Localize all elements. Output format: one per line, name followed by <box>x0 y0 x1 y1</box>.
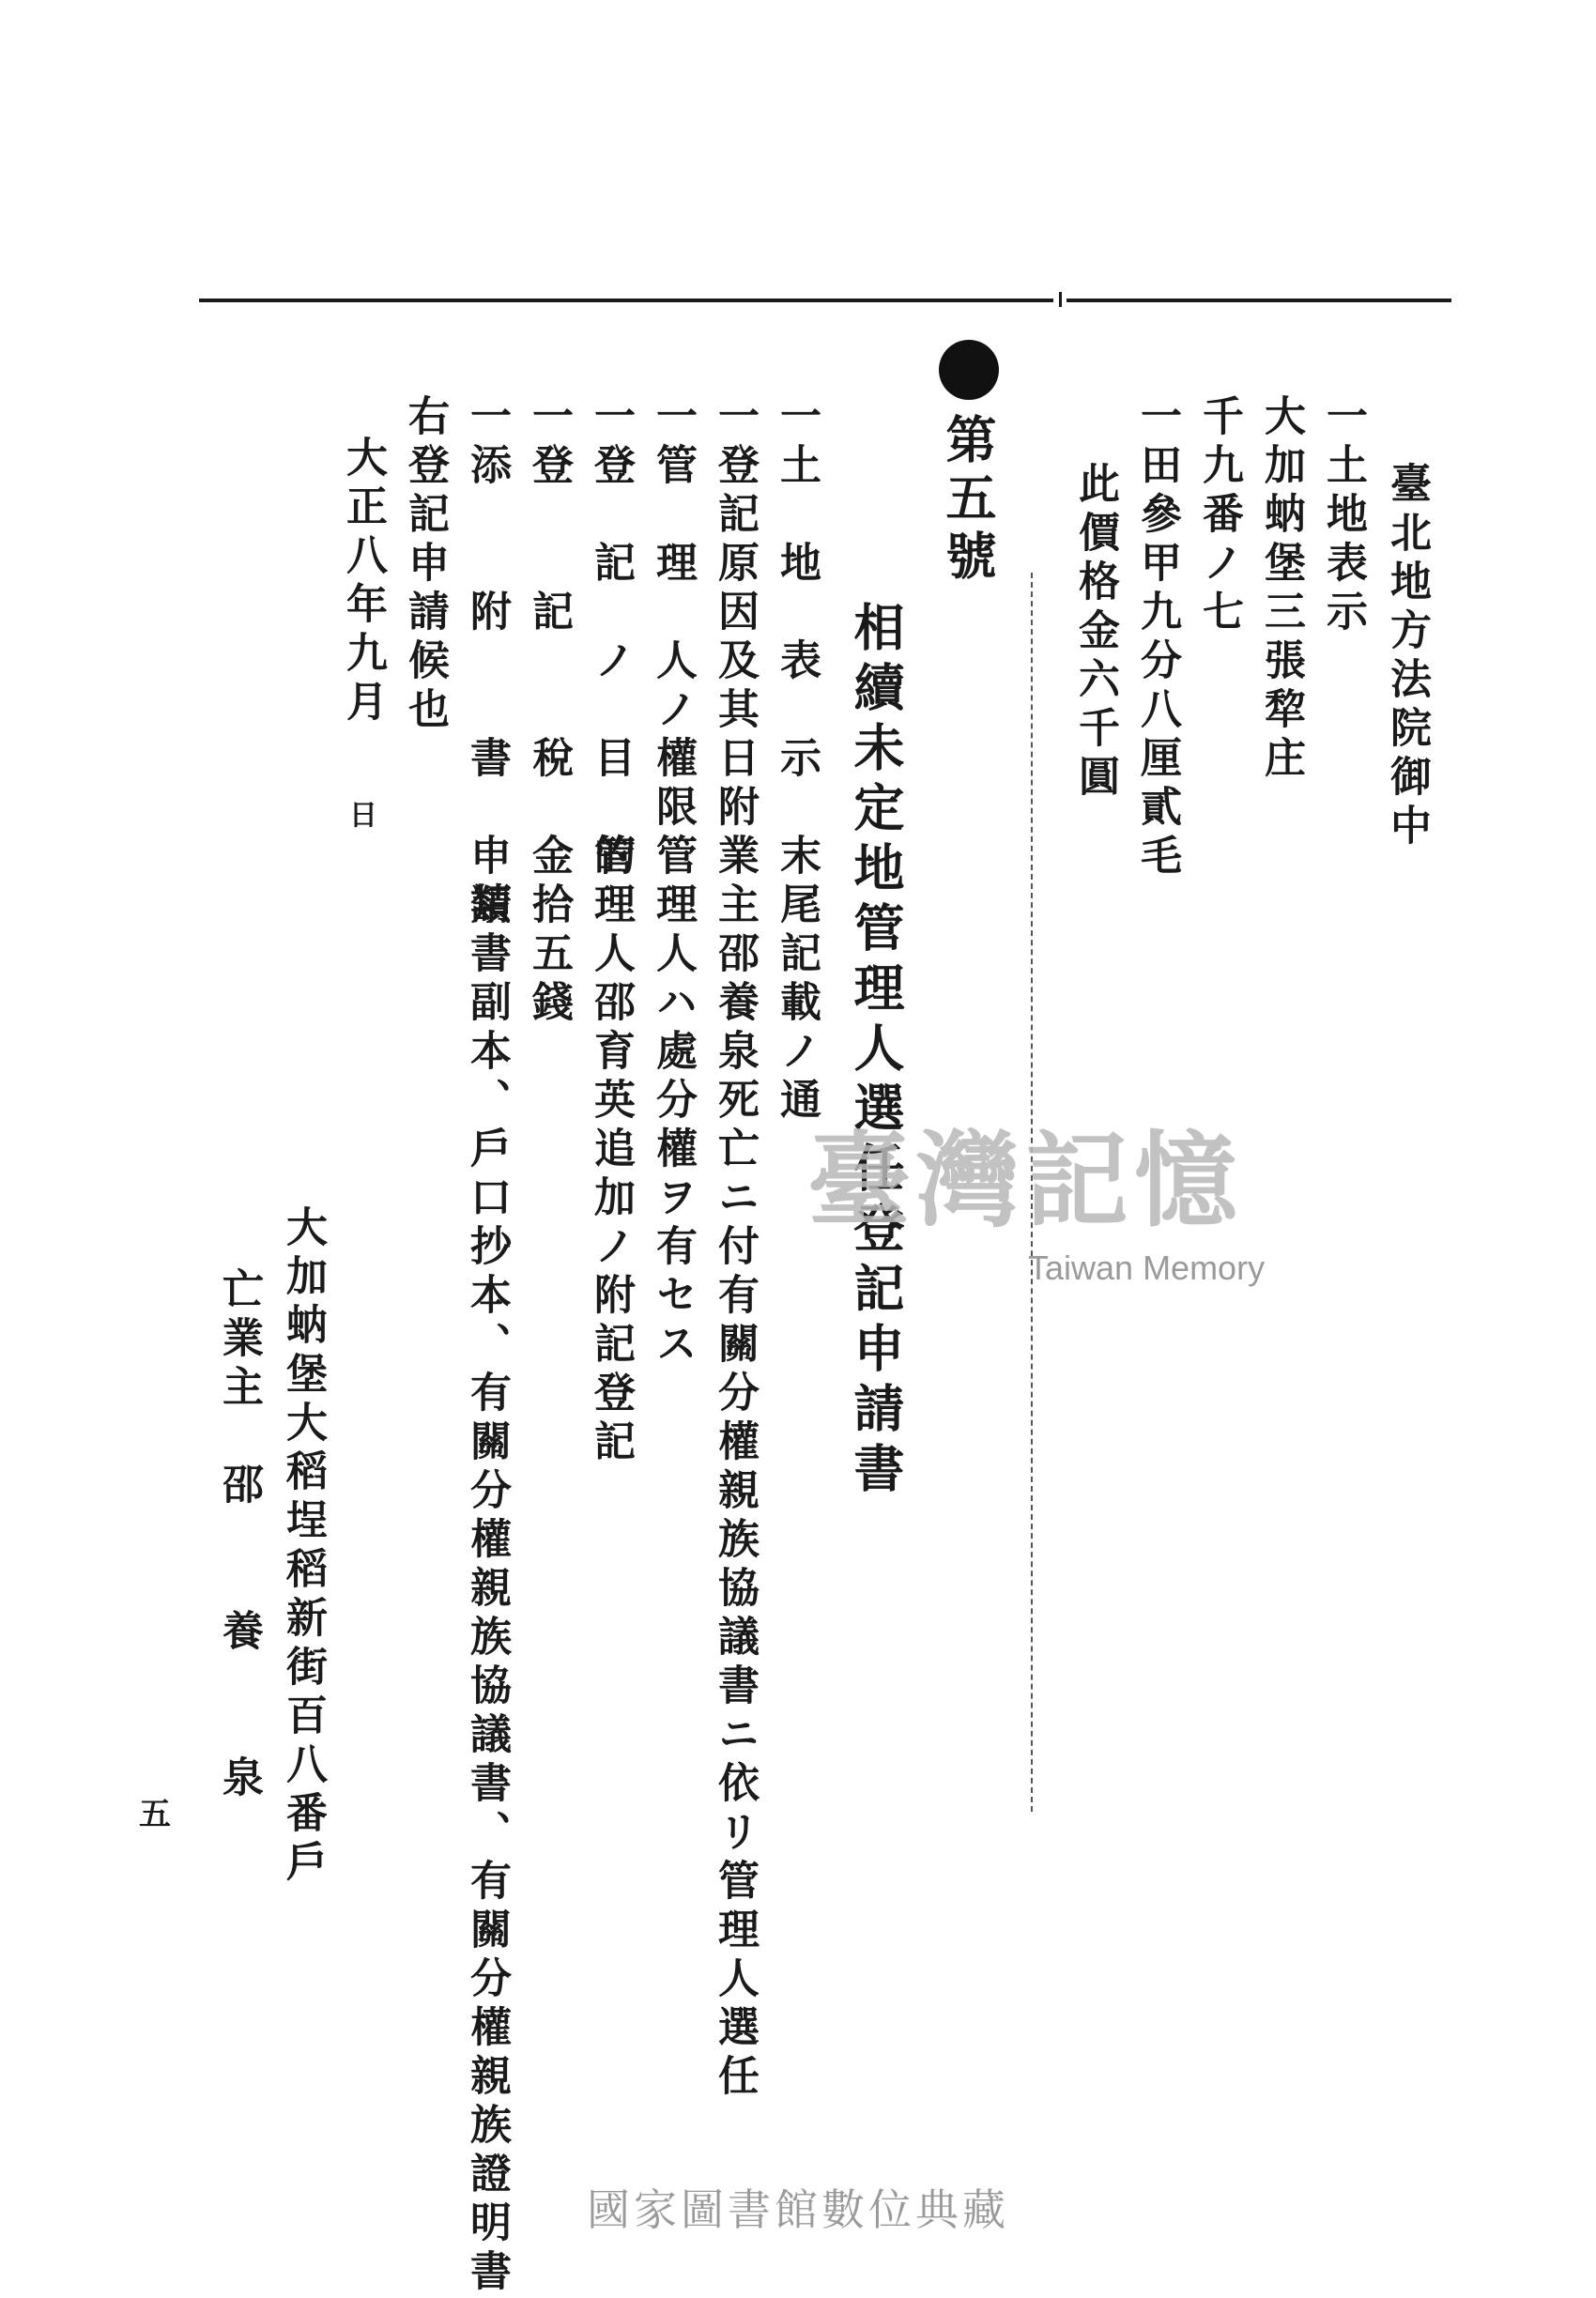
filing-date-day: 日 <box>344 800 376 835</box>
addressee: 臺北地方法院御中 <box>1383 462 1431 852</box>
item-value: 末尾記載ノ通 <box>773 834 821 1126</box>
watermark-logo: 臺灣記憶 <box>807 1120 1243 1241</box>
filing-date: 大正八年九月 <box>339 436 387 728</box>
archive-footer: 國家圖書館數位典藏 <box>587 2184 1009 2235</box>
item-label: 一登記原因及其日附 <box>711 394 759 834</box>
header-rule-tick <box>1059 292 1062 307</box>
header-rule-right <box>1067 299 1451 302</box>
item-value: 管理人邵育英追加ノ附記登記 <box>587 834 635 1468</box>
item-label: 一登 記 稅 <box>525 394 573 785</box>
item-label: 一管 理 人ノ權限 <box>649 394 697 834</box>
land-value: 此價格金六千圓 <box>1071 462 1119 804</box>
closing-statement: 右登記申請候也 <box>401 394 449 736</box>
land-address-1: 大加蚋堡三張犂庄 <box>1257 394 1305 785</box>
applicant-address: 大加蚋堡大稻埕稻新街百八番戶 <box>279 1205 327 1889</box>
page-number: 五 <box>139 1796 171 1833</box>
item-label: 一登 記 ノ 目 的 <box>587 394 635 882</box>
applicant-name: 亡業主 邵 養 泉 <box>215 1267 263 1804</box>
item-value: 金拾五錢 <box>525 834 573 1029</box>
item-label: 一添 附 書 類 <box>463 394 511 931</box>
form-number: 第五號 <box>938 413 998 588</box>
land-parcel: 一田參甲九分八厘貳毛 <box>1133 394 1181 882</box>
item-label: 一土 地 表 示 <box>773 394 821 785</box>
form-bullet-icon <box>939 340 999 400</box>
document-title: 相續未定地管理人選任登記申請書 <box>846 601 906 1502</box>
item-value: 申請書副本、戶口抄本、有關分權親族協議書、有關分權親族證明書 <box>463 834 511 2298</box>
item-value: 管理人ハ處分權ヲ有セス <box>649 834 697 1371</box>
header-rule <box>199 299 1053 302</box>
land-heading: 一土地表示 <box>1319 394 1367 638</box>
watermark-subtext: Taiwan Memory <box>1028 1249 1266 1287</box>
item-value: 業主邵養泉死亡ニ付有關分權親族協議書ニ依リ管理人選任 <box>711 834 759 2103</box>
land-address-2: 千九番ノ七 <box>1195 394 1243 638</box>
